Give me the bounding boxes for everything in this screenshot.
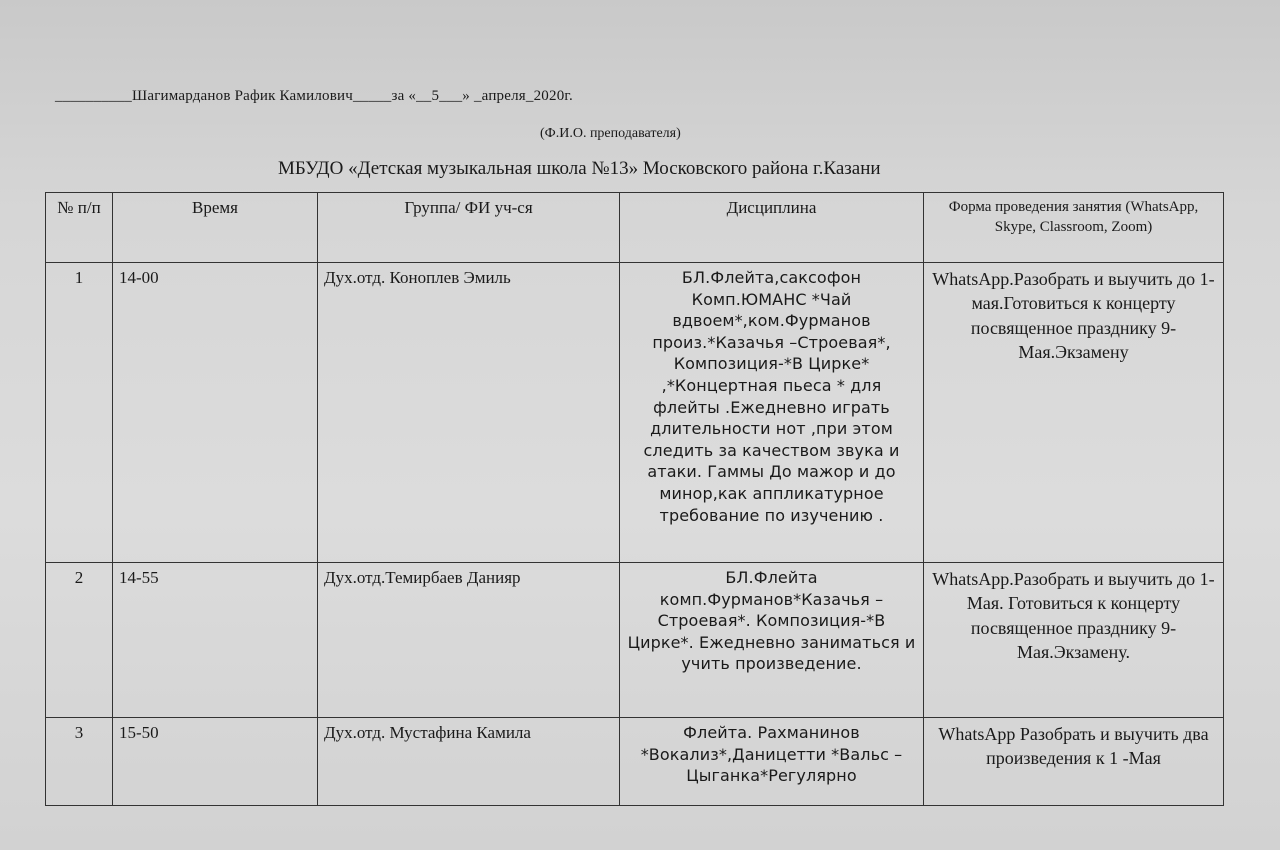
table-row bbox=[46, 563, 1224, 718]
header-discipline: Дисциплина bbox=[620, 193, 924, 263]
row-num: 1 bbox=[46, 263, 113, 563]
table-header-row bbox=[46, 193, 1224, 263]
row-group: Дух.отд. Коноплев Эмиль bbox=[318, 263, 620, 563]
row-form: WhatsApp Разобрать и выучить два произведения к 1 -Мая bbox=[924, 718, 1224, 806]
row-time: 15-50 bbox=[113, 718, 318, 806]
teacher-line: __________Шагимарданов Рафик Камилович_____за «__5___» _апреля_2020г. bbox=[55, 88, 573, 104]
row-group: Дух.отд.Темирбаев Данияр bbox=[318, 563, 620, 718]
row-time: 14-55 bbox=[113, 563, 318, 718]
row-num: 2 bbox=[46, 563, 113, 718]
table-row bbox=[46, 263, 1224, 563]
row-discipline: БЛ.Флейта комп.Фурманов*Казачья –Строевая*. Композиция-*В Цирке*. Ежедневно заниматься и учить произведение. bbox=[620, 563, 924, 718]
table-row bbox=[46, 718, 1224, 806]
header-num: № п/п bbox=[46, 193, 113, 263]
row-discipline: Флейта. Рахманинов *Вокализ*,Даницетти *Вальс –Цыганка*Регулярно bbox=[620, 718, 924, 806]
header-form: Форма проведения занятия (WhatsApp, Skype, Classroom, Zoom) bbox=[924, 193, 1224, 263]
row-form: WhatsApp.Разобрать и выучить до 1-мая.Готовиться к концерту посвященное празднику 9-Мая.Экзамену bbox=[924, 263, 1224, 563]
schedule-table bbox=[45, 192, 1224, 806]
row-time: 14-00 bbox=[113, 263, 318, 563]
school-title: МБУДО «Детская музыкальная школа №13» Московского района г.Казани bbox=[278, 158, 881, 179]
row-num: 3 bbox=[46, 718, 113, 806]
header-group: Группа/ ФИ уч-ся bbox=[318, 193, 620, 263]
row-form: WhatsApp.Разобрать и выучить до 1-Мая. Готовиться к концерту посвященное празднику 9-Мая.Экзамену. bbox=[924, 563, 1224, 718]
row-group: Дух.отд. Мустафина Камила bbox=[318, 718, 620, 806]
row-discipline: БЛ.Флейта,саксофон Комп.ЮМАНС *Чай вдвоем*,ком.Фурманов произ.*Казачья –Строевая*, Композиция-*В Цирке* ,*Концертная пьеса * для флейты .Ежедневно играть длительности нот ,при этом следить за качеством звука и атаки. Гаммы До мажор и до минор,как аппликатурное требование по изучению . bbox=[620, 263, 924, 563]
header-time: Время bbox=[113, 193, 318, 263]
fio-caption: (Ф.И.О. преподавателя) bbox=[540, 126, 681, 141]
